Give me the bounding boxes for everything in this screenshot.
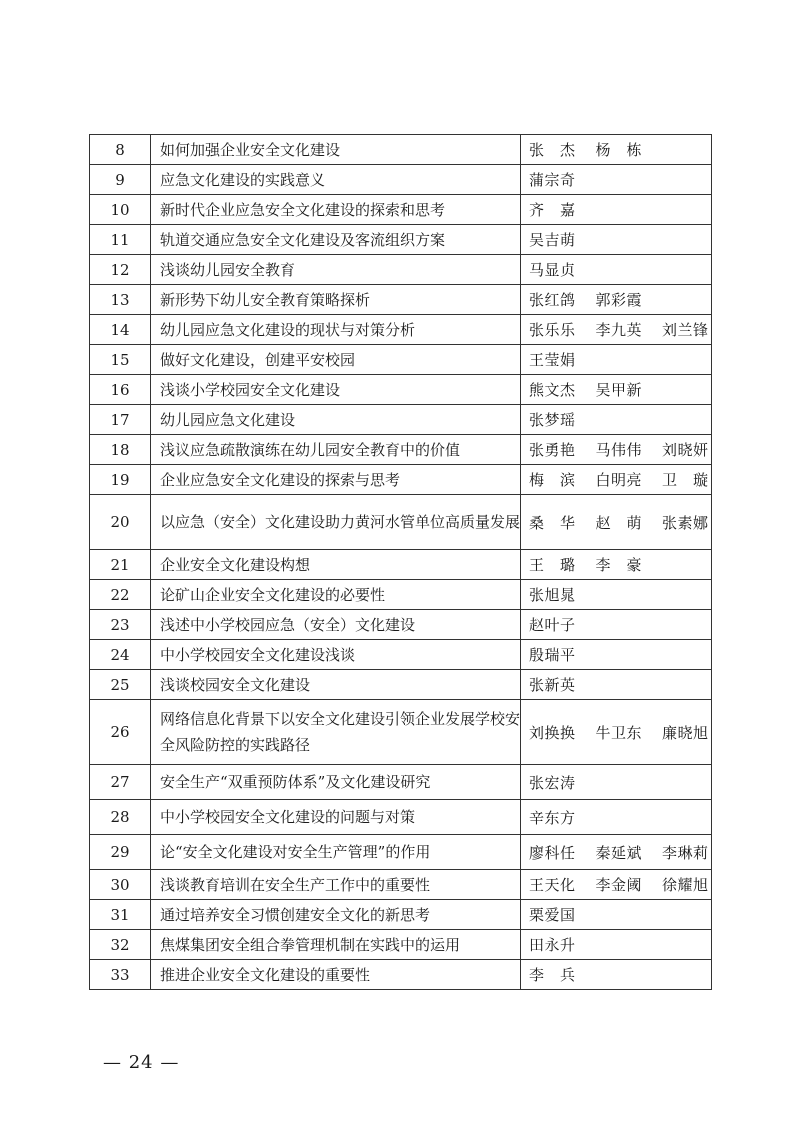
paper-title: 中小学校园安全文化建设的问题与对策 xyxy=(151,800,521,835)
table-row xyxy=(90,375,712,405)
author-name: 李 豪 xyxy=(595,556,643,574)
row-number: 18 xyxy=(90,435,151,465)
author-name: 马显贞 xyxy=(529,261,576,279)
author-name: 秦延斌 xyxy=(595,843,643,862)
row-number: 28 xyxy=(90,800,151,835)
paper-title: 企业安全文化建设构想 xyxy=(151,550,521,580)
author-name: 殷瑞平 xyxy=(529,646,576,664)
author-name: 赵叶子 xyxy=(529,616,576,634)
author-name: 齐 嘉 xyxy=(529,201,576,219)
authors-cell xyxy=(521,495,712,550)
author-name: 白明亮 xyxy=(595,471,643,489)
paper-title: 如何加强企业安全文化建设 xyxy=(151,135,521,165)
author-name: 张新英 xyxy=(529,676,576,694)
row-number: 32 xyxy=(90,930,151,960)
paper-title: 安全生产“双重预防体系”及文化建设研究 xyxy=(151,765,521,800)
table-row xyxy=(90,345,712,375)
paper-title: 幼儿园应急文化建设的现状与对策分析 xyxy=(151,315,521,345)
row-number: 30 xyxy=(90,870,151,900)
authors-cell xyxy=(521,670,712,700)
row-number: 31 xyxy=(90,900,151,930)
row-number: 15 xyxy=(90,345,151,375)
row-number: 24 xyxy=(90,640,151,670)
paper-title: 浅谈教育培训在安全生产工作中的重要性 xyxy=(151,870,521,900)
paper-title: 浅议应急疏散演练在幼儿园安全教育中的价值 xyxy=(151,435,521,465)
paper-title: 幼儿园应急文化建设 xyxy=(151,405,521,435)
authors-cell xyxy=(521,315,712,345)
author-name: 梅 滨 xyxy=(529,471,576,489)
table-row xyxy=(90,870,712,900)
authors-cell xyxy=(521,640,712,670)
row-number: 9 xyxy=(90,165,151,195)
table-row xyxy=(90,670,712,700)
author-name: 桑 华 xyxy=(529,513,576,532)
row-number: 11 xyxy=(90,225,151,255)
author-name: 刘换换 xyxy=(529,723,576,742)
author-name: 徐耀旭 xyxy=(662,876,709,894)
row-number: 33 xyxy=(90,960,151,990)
author-name: 刘晓妍 xyxy=(662,441,709,459)
author-name: 卫 璇 xyxy=(662,471,709,489)
row-number: 16 xyxy=(90,375,151,405)
paper-title: 以应急（安全）文化建设助力黄河水管单位高质量发展 xyxy=(151,495,521,550)
row-number: 23 xyxy=(90,610,151,640)
row-number: 29 xyxy=(90,835,151,870)
author-name: 张红鸽 xyxy=(529,291,576,309)
author-name: 熊文杰 xyxy=(529,381,576,399)
paper-title: 应急文化建设的实践意义 xyxy=(151,165,521,195)
author-name: 赵 萌 xyxy=(595,513,643,532)
table-row xyxy=(90,700,712,765)
paper-title: 中小学校园安全文化建设浅谈 xyxy=(151,640,521,670)
author-name: 张宏涛 xyxy=(529,773,576,792)
authors-cell xyxy=(521,285,712,315)
authors-cell xyxy=(521,870,712,900)
row-number: 26 xyxy=(90,700,151,765)
authors-cell xyxy=(521,700,712,765)
author-name: 廉晓旭 xyxy=(662,723,709,742)
row-number: 13 xyxy=(90,285,151,315)
table-row xyxy=(90,765,712,800)
author-name: 廖科任 xyxy=(529,843,576,862)
row-number: 20 xyxy=(90,495,151,550)
author-name: 刘兰锋 xyxy=(662,321,709,339)
table-row xyxy=(90,225,712,255)
authors-cell xyxy=(521,835,712,870)
paper-title: 浅谈小学校园安全文化建设 xyxy=(151,375,521,405)
row-number: 17 xyxy=(90,405,151,435)
paper-title: 网络信息化背景下以安全文化建设引领企业发展学校安全风险防控的实践路径 xyxy=(151,700,521,765)
author-name: 张旭晁 xyxy=(529,586,576,604)
table-row xyxy=(90,315,712,345)
paper-title: 浅谈幼儿园安全教育 xyxy=(151,255,521,285)
authors-cell xyxy=(521,375,712,405)
author-name: 郭彩霞 xyxy=(595,291,643,309)
authors-cell xyxy=(521,195,712,225)
authors-cell xyxy=(521,135,712,165)
author-name: 张梦瑶 xyxy=(529,411,576,429)
author-name: 蒲宗奇 xyxy=(529,171,576,189)
authors-cell xyxy=(521,255,712,285)
author-name: 杨 栋 xyxy=(595,141,643,159)
table-row xyxy=(90,835,712,870)
table-row xyxy=(90,550,712,580)
row-number: 12 xyxy=(90,255,151,285)
row-number: 21 xyxy=(90,550,151,580)
authors-cell xyxy=(521,610,712,640)
table-row xyxy=(90,960,712,990)
paper-title: 新时代企业应急安全文化建设的探索和思考 xyxy=(151,195,521,225)
table-row xyxy=(90,495,712,550)
paper-title: 通过培养安全习惯创建安全文化的新思考 xyxy=(151,900,521,930)
authors-cell xyxy=(521,465,712,495)
author-name: 王天化 xyxy=(529,876,576,894)
authors-cell xyxy=(521,960,712,990)
author-name: 吴吉萌 xyxy=(529,231,576,249)
table-row xyxy=(90,435,712,465)
author-name: 张素娜 xyxy=(662,513,709,532)
paper-title: 论矿山企业安全文化建设的必要性 xyxy=(151,580,521,610)
author-name: 张勇艳 xyxy=(529,441,576,459)
table-row xyxy=(90,195,712,225)
author-name: 李琳莉 xyxy=(662,843,709,862)
table-row xyxy=(90,135,712,165)
paper-title: 焦煤集团安全组合拳管理机制在实践中的运用 xyxy=(151,930,521,960)
author-name: 张 杰 xyxy=(529,141,576,159)
table-row xyxy=(90,255,712,285)
authors-cell xyxy=(521,800,712,835)
authors-cell xyxy=(521,405,712,435)
table-row xyxy=(90,900,712,930)
table-row xyxy=(90,640,712,670)
authors-cell xyxy=(521,435,712,465)
table-row xyxy=(90,165,712,195)
authors-cell xyxy=(521,225,712,255)
award-list-table xyxy=(89,134,712,990)
paper-title: 推进企业安全文化建设的重要性 xyxy=(151,960,521,990)
authors-cell xyxy=(521,900,712,930)
paper-title: 浅述中小学校园应急（安全）文化建设 xyxy=(151,610,521,640)
author-name: 李 兵 xyxy=(529,966,576,984)
author-name: 马伟伟 xyxy=(595,441,643,459)
row-number: 27 xyxy=(90,765,151,800)
author-name: 王莹娟 xyxy=(529,351,576,369)
paper-title: 做好文化建设，创建平安校园 xyxy=(151,345,521,375)
authors-cell xyxy=(521,550,712,580)
page-number: — 24 — xyxy=(103,1052,180,1073)
authors-cell xyxy=(521,345,712,375)
author-name: 李金阈 xyxy=(595,876,643,894)
table-row xyxy=(90,285,712,315)
row-number: 19 xyxy=(90,465,151,495)
authors-cell xyxy=(521,165,712,195)
table-row xyxy=(90,800,712,835)
author-name: 栗爱国 xyxy=(529,906,576,924)
paper-title: 论“安全文化建设对安全生产管理”的作用 xyxy=(151,835,521,870)
author-name: 吴甲新 xyxy=(595,381,643,399)
table-row xyxy=(90,405,712,435)
authors-cell xyxy=(521,580,712,610)
author-name: 王 璐 xyxy=(529,556,576,574)
author-name: 田永升 xyxy=(529,936,576,954)
author-name: 李九英 xyxy=(595,321,643,339)
table-row xyxy=(90,580,712,610)
paper-title: 轨道交通应急安全文化建设及客流组织方案 xyxy=(151,225,521,255)
paper-title: 新形势下幼儿安全教育策略探析 xyxy=(151,285,521,315)
authors-cell xyxy=(521,765,712,800)
author-name: 辛东方 xyxy=(529,808,576,827)
row-number: 14 xyxy=(90,315,151,345)
row-number: 22 xyxy=(90,580,151,610)
author-name: 张乐乐 xyxy=(529,321,576,339)
table-row xyxy=(90,610,712,640)
author-name: 牛卫东 xyxy=(595,723,643,742)
row-number: 25 xyxy=(90,670,151,700)
table-body xyxy=(90,135,712,990)
row-number: 10 xyxy=(90,195,151,225)
paper-title: 企业应急安全文化建设的探索与思考 xyxy=(151,465,521,495)
paper-title: 浅谈校园安全文化建设 xyxy=(151,670,521,700)
table-row xyxy=(90,930,712,960)
table-row xyxy=(90,465,712,495)
authors-cell xyxy=(521,930,712,960)
row-number: 8 xyxy=(90,135,151,165)
